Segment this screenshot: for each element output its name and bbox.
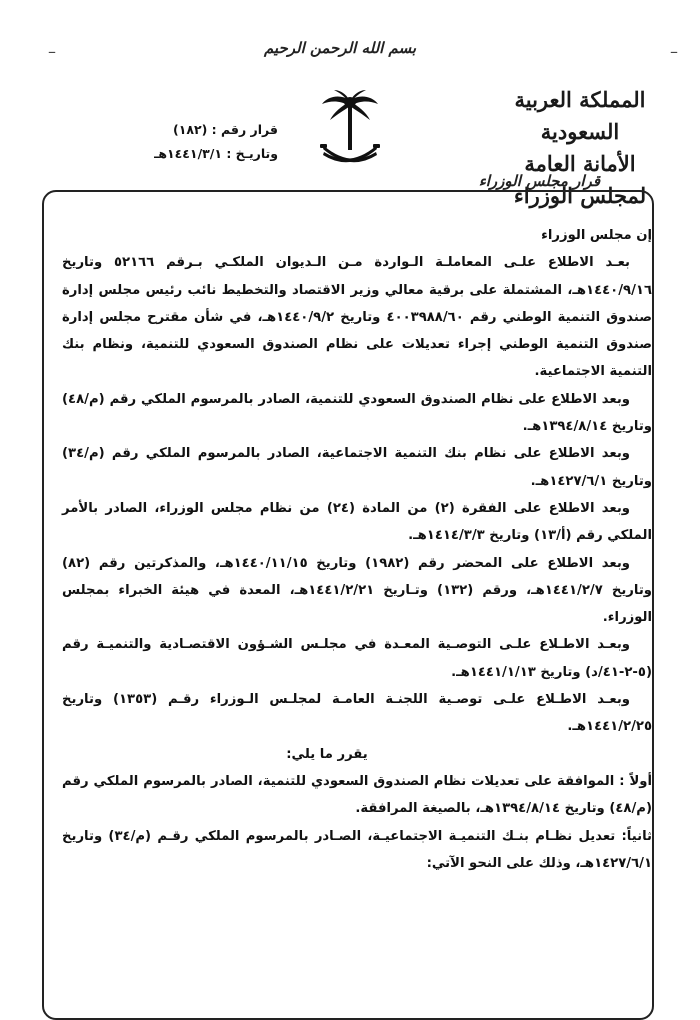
secretariat-name: الأمانة العامة لمجلس الوزراء (513, 151, 647, 208)
paragraph-5: وبعد الاطلاع على المحضر رقم (١٩٨٢) وتاريخ ١٤٤٠/١١/١٥هـ، والمذكرتين رقم (٨٢) وتاريخ ١٤٤١/٢/٧هـ، ورقم (١٣٢) وتـاريخ ١٤٤١/٢/٢١هـ، المعدة في هيئة الخبراء بمجلس الوزراء. (62, 555, 652, 626)
bismillah-heading: بسم الله الرحمن الرحيم (263, 39, 417, 57)
paragraph-1: بعـد الاطلاع علـى المعاملـة الـواردة مـن الـديوان الملكـي بـرقم ٥٢١٦٦ وتاريخ ١٤٤٠/٩/١٦هـ، المشتملة على برقية معالي وزير الاقتصاد والتخطيط نائب رئيس مجلس إدارة صندوق التنمية الوطني رقم ٤٠٠٣٩٨٨/٦٠ وتاريخ ١٤٤٠/٩/٢هـ، في شأن مقترح مجلس إدارة صندوق التنمية الوطني إجراء تعديلات على نظام الصندوق السعودي للتنمية، ونظام بنك التنمية الاجتماعية. (62, 255, 652, 380)
corner-mark-right: – (670, 42, 678, 61)
corner-mark-left: – (48, 42, 56, 61)
decision-date: وتاريـخ : ١٤٤١/٣/١هـ (154, 146, 278, 161)
decision-reference (128, 118, 278, 166)
document-body (62, 222, 652, 877)
paragraph-7: وبعـد الاطـلاع علـى توصـية اللجنـة العامـة لمجلـس الـوزراء رقـم (١٣٥٣) وتاريخ ١٤٤١/٢/٢٥هـ. (62, 692, 652, 735)
council-decision-label: قرار مجلس الوزراء (478, 172, 600, 190)
opening-line: إن مجلس الوزراء (541, 228, 652, 243)
palm-swords-emblem-icon (318, 88, 382, 168)
paragraph-4: وبعد الاطلاع على الفقرة (٢) من المادة (٢٤) من نظام مجلس الوزراء، الصادر بالأمر الملكي رقم (أ/١٣) وتاريخ ١٤١٤/٣/٣هـ. (62, 500, 652, 544)
paragraph-6: وبعـد الاطـلاع علـى التوصـية المعـدة في مجلـس الشـؤون الاقتصـادية والتنميـة رقم (٥-٢-٤١/د) وتاريخ ١٤٤١/١/١٣هـ. (62, 637, 652, 680)
decision-number: قرار رقم : (١٨٢) (172, 122, 278, 137)
paragraph-2: وبعد الاطلاع على نظام الصندوق السعودي للتنمية، الصادر بالمرسوم الملكي رقم (م/٤٨) وتاريخ ١٣٩٤/٨/١٤هـ. (62, 391, 652, 435)
organization-name: المملكة العربية السعودية (514, 87, 646, 144)
resolution-item-first: أولاً : الموافقة على تعديلات نظام الصندوق السعودي للتنمية، الصادر بالمرسوم الملكي رقم (م/٤٨) وتاريخ ١٣٩٤/٨/١٤هـ، بالصيغة المرافقة. (62, 773, 652, 817)
resolves-heading: يقرر ما يلي: (286, 746, 368, 762)
paragraph-3: وبعد الاطلاع على نظام بنك التنمية الاجتماعية، الصادر بالمرسوم الملكي رقم (م/٣٤) وتاريخ ١٤٢٧/٦/١هـ. (62, 446, 652, 489)
resolution-item-second: ثانياً: تعديل نظـام بنـك التنميـة الاجتماعيـة، الصـادر بالمرسوم الملكي رقـم (م/٣٤) وتاريخ ١٤٢٧/٦/١هـ، وذلك على النحو الآتي: (62, 828, 652, 871)
